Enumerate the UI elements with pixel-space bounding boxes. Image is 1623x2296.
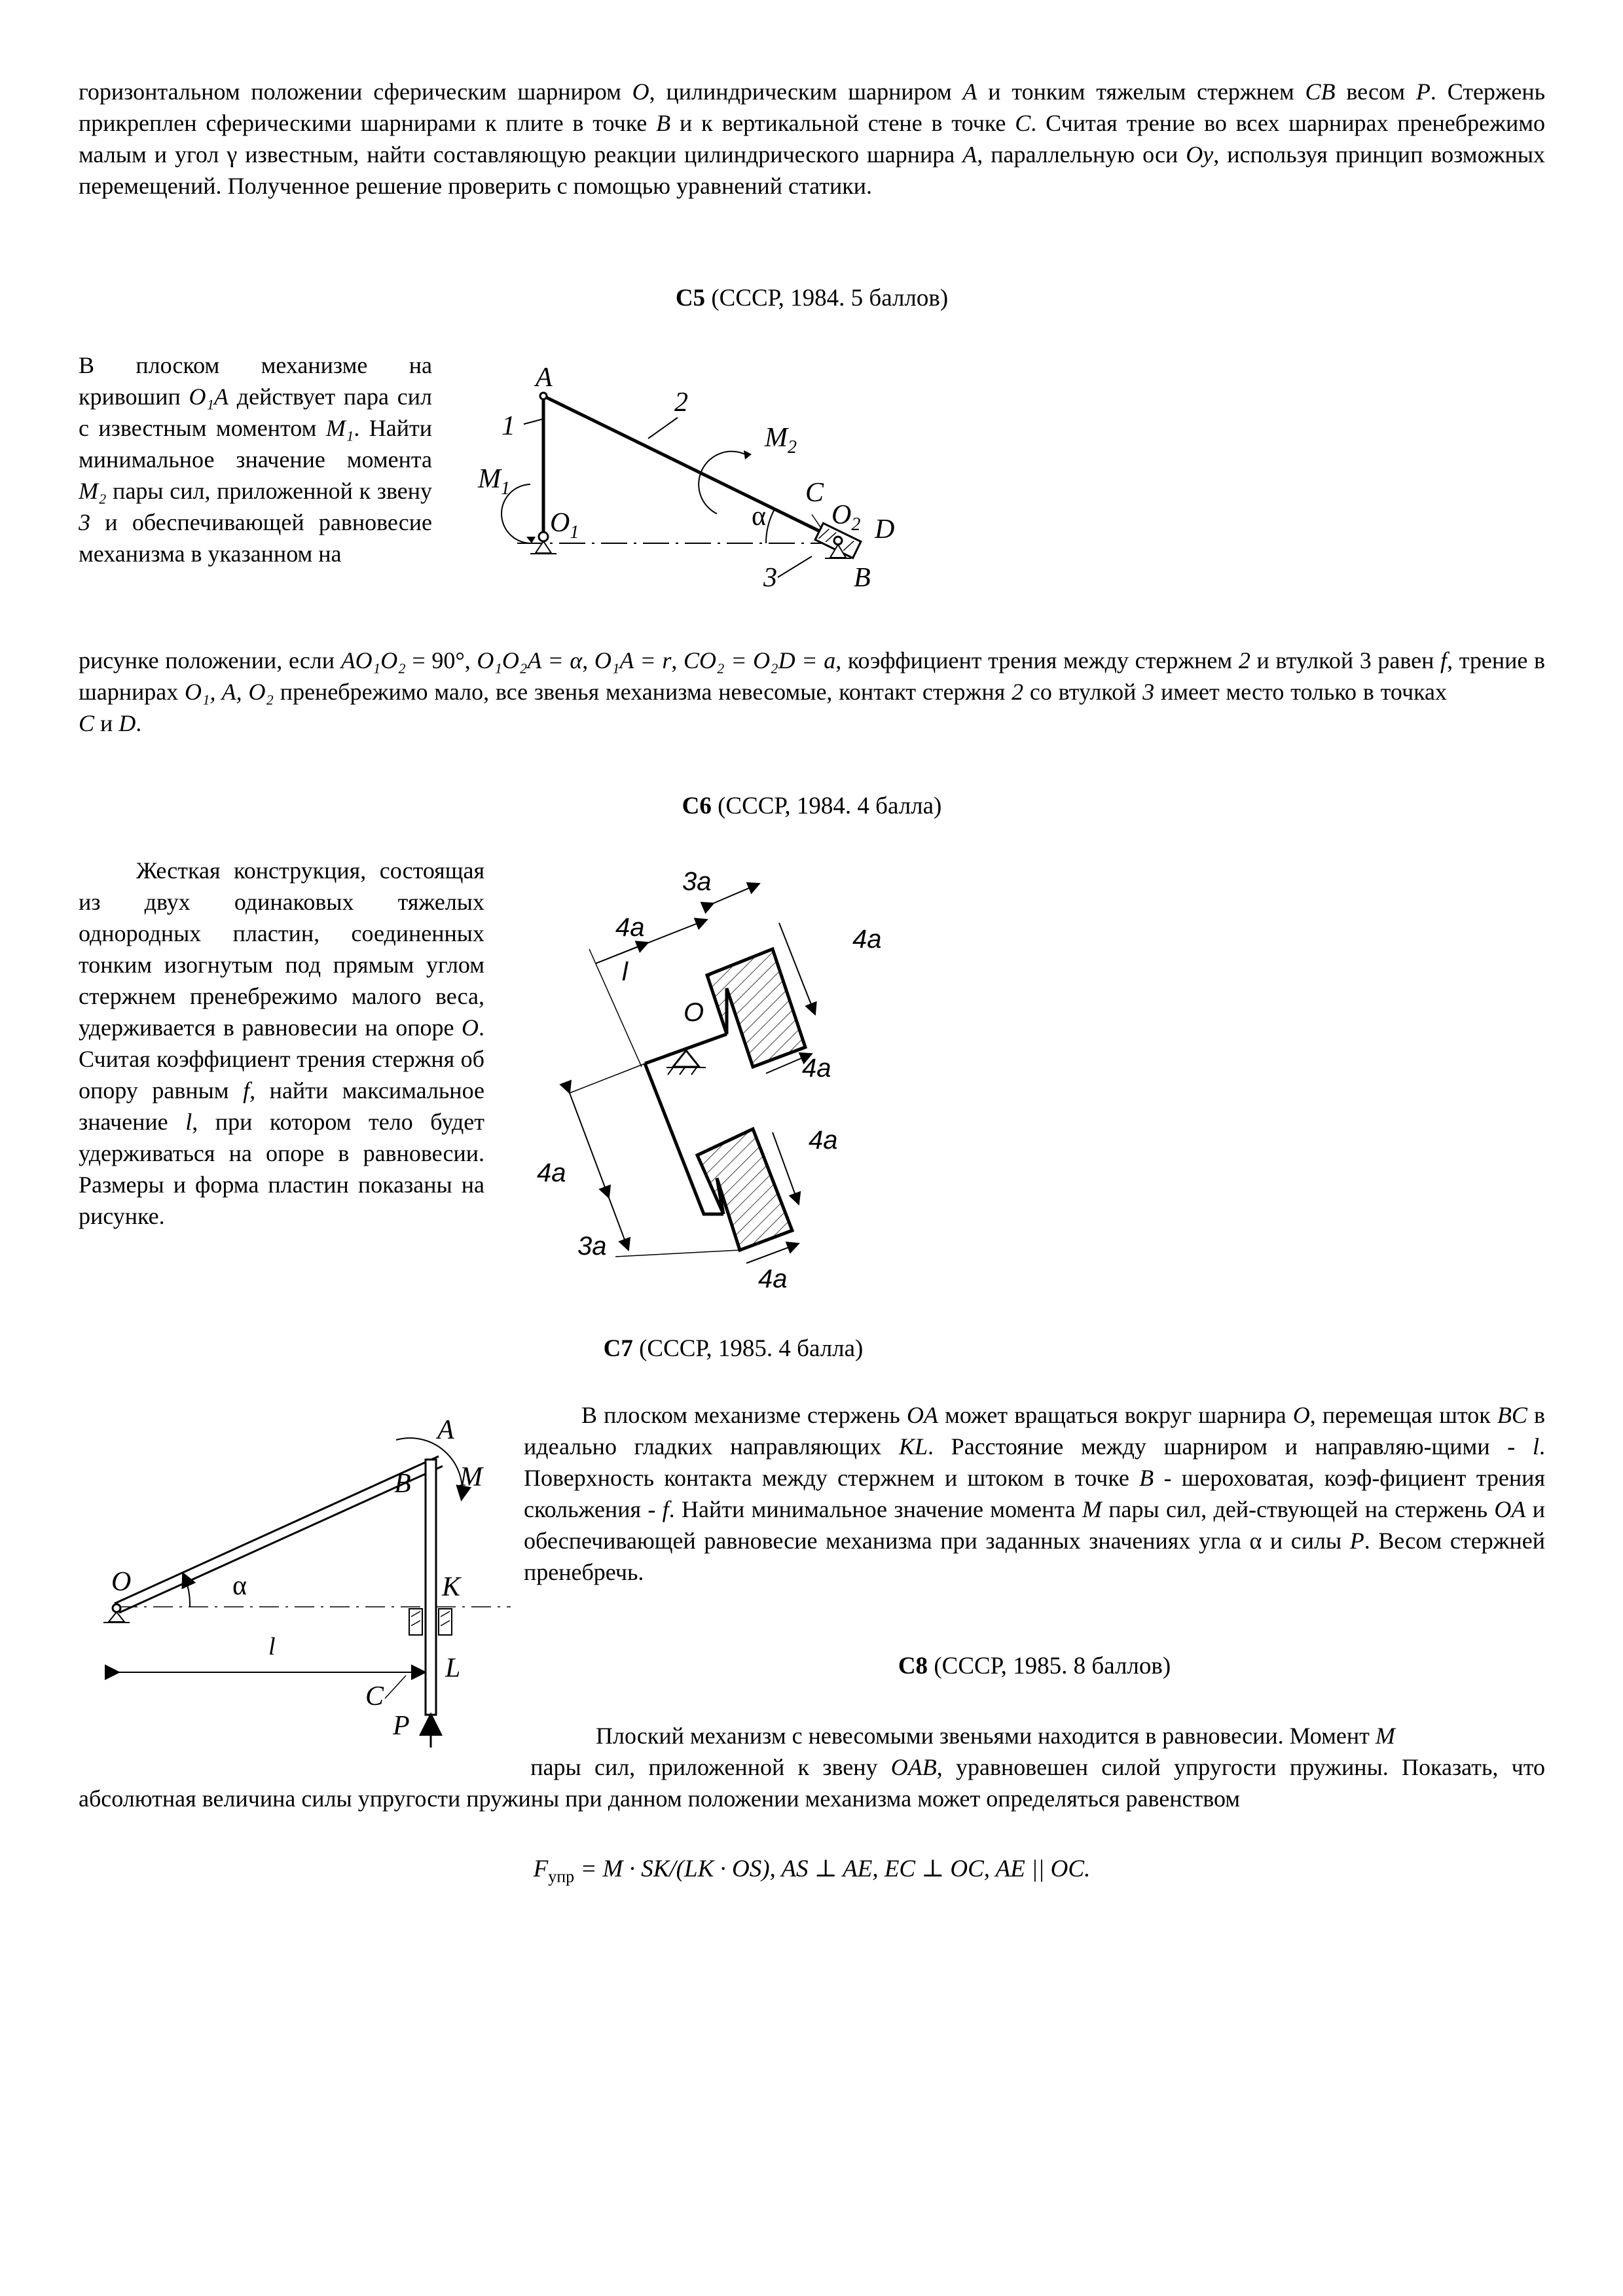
c5-label-m1: $M_1$ [478,464,510,499]
c5-heading: С5 (СССР, 1984. 5 баллов) [675,285,949,312]
c7-rod-oa [115,1456,439,1604]
c5-label-2: 2 [674,387,688,418]
c7-hinge-o [113,1604,120,1612]
c6-label-o: O [684,998,704,1027]
c6-dim-3a-top [714,884,759,903]
c6-label-4a-topleft: 4a [615,913,645,942]
c7-label-l: l [268,1633,276,1660]
c7-label-c: C [365,1681,384,1712]
c6-dim-4a-left [570,1093,609,1198]
c6-left-text: Жесткая конструкция, состоящая из двух одинаковых тяжелых однородных пластин, соединенных тонким изогнутым под прямым углом стержнем пренебрежимо малого веса, удерживается в равновесии на опоре O. Считая коэффициент трения стержня об опору равным f, найти максимальное значение l, при котором тело будет удерживаться на опоре в равновесии. Размеры и форма пластин показаны на рисунке. [79,857,484,1229]
c5-label-o2: $O_2$ [831,500,861,535]
c7-text: В плоском механизме стержень OA может вращаться вокруг шарнира O, перемещая шток BC в идеально гладких направляющих KL. Расстояние между шарниром и направляю-щими - l. Поверхность контакта между стержнем и штоком в точке B - шероховатая, коэф-фициент трения скольжения - f. Найти минимальное значение момента M пары сил, дей-ствующей на стержень OA и обеспечивающей равновесие механизма при заданных значениях угла α и силы P. Весом стержней пренебречь. [524,1402,1546,1585]
c7-label-m: M [460,1462,483,1492]
c5-moment-m2-head [744,450,752,459]
c7-label-p: P [393,1711,410,1741]
c6-label-4a-topright: 4a [852,925,882,954]
c7-guide-left [409,1609,422,1635]
c7-rod-bc [426,1460,436,1715]
c8-text: Плоский механизм с невесомыми звеньями находится в равновесии. Момент M пары сил, приложенной к звену OAB, уравновешен силой упругости пружины. Показать, что абсолютная величина силы упругости пружины при данном положении механизма может определяться равенством [79,1723,1546,1812]
c7-support-o [109,1612,124,1622]
c7-guide-right [439,1609,452,1635]
c7-label-b: B [394,1469,411,1499]
c6-dim-ext2 [570,1064,645,1093]
c6-upper-plate [707,949,805,1067]
c5-hinge-a [540,393,547,399]
c6-support-hatch3 [691,1067,697,1075]
c5-label-d: D [875,514,895,545]
c8-heading: С8 (СССР, 1985. 8 баллов) [898,1653,1171,1679]
c6-label-4a-left: 4a [537,1158,566,1187]
c5-mechanism-figure [458,347,949,596]
c6-dim-3a-left [609,1198,629,1250]
c6-dim-4a-bottom [746,1244,799,1263]
c5-label-b: B [854,563,871,593]
c5-leader-2 [648,418,678,439]
c7-leader-c [385,1676,406,1698]
c6-plates-figure [511,851,936,1322]
c6-dim-ext3 [615,1250,740,1257]
c5-moment-m1-head [526,537,536,543]
c5-label-c: C [805,478,824,508]
c5-label-1: 1 [501,411,515,441]
c5-leader-1 [524,419,543,424]
c7-label-k: K [442,1572,461,1602]
c6-label-3a-top: 3a [682,867,712,896]
c5-label-o1: $O_1$ [550,508,579,543]
c5-label-a: A [536,363,553,393]
c5-leader-3 [778,556,812,577]
c6-label-l: l [622,958,628,986]
c6-label-4a-mid: 4a [802,1054,831,1083]
c6-label-4a-bottom: 4a [758,1265,788,1293]
c5-alpha-arc [766,511,774,543]
c5-label-3: 3 [763,563,777,593]
c6-support-hatch1 [668,1067,673,1075]
c8-formula: $F_{упр} = M \cdot SK/(LK \cdot OS)$, AS ⊥ AE, EC ⊥ OC, AE || OC. [533,1856,1091,1886]
c7-heading: С7 (СССР, 1985. 4 балла) [603,1335,864,1362]
c7-label-a: A [437,1415,454,1445]
c7-label-capital-l: L [445,1653,461,1683]
c6-dim-ext1 [589,949,642,1067]
c6-heading: С6 (СССР, 1984. 4 балла) [682,793,942,819]
c5-label-alpha: α [752,501,767,531]
c7-alpha-arc [183,1574,190,1607]
c7-label-o: O [111,1567,132,1597]
c6-label-3a-left: 3a [577,1232,607,1261]
intro-paragraph: горизонтальном положении сферическим шарниром O, цилиндрическим шарниром A и тонким тяжелым стержнем CB весом P. Стержень прикреплен сферическими шарнирами к плите в точке B и к вертикальной стене в точке C. Считая трение во всех шарнирах пренебрежимо малым и угол γ известным, найти составляющую реакции цилиндрического шарнира A, параллельную оси Oy, используя принцип возможных перемещений. Полученное решение проверить с помощью уравнений статики. [79,79,1546,199]
c5-label-m2: $M_2$ [765,423,797,457]
c6-support-hatch2 [680,1067,685,1075]
c5-hinge-o1 [539,532,548,541]
c7-mechanism-figure [98,1407,530,1748]
c5-continuation: рисунке положении, если AO₁O₂ = 90°, O₁O₂A = α, O₁A = r, CO₂ = O₂D = a, коэффициент трения между стержнем 2 и втулкой 3 равен f, трение в шарнирах O₁, A, O₂ пренебрежимо мало, все звенья механизма невесомые, контакт стержня 2 со втулкой 3 имеет место только в точкахC и D. [79,647,1546,736]
c7-label-alpha: α [232,1571,247,1601]
c5-left-text: В плоском механизме на кривошип O₁A действует пара сил с известным моментом M₁. Найти минимальное значение момента M₂ пары сил, приложенной к звену 3 и обеспечивающей равновесие механизма в указанном на [79,352,432,567]
c6-label-4a-right2: 4a [809,1126,838,1155]
